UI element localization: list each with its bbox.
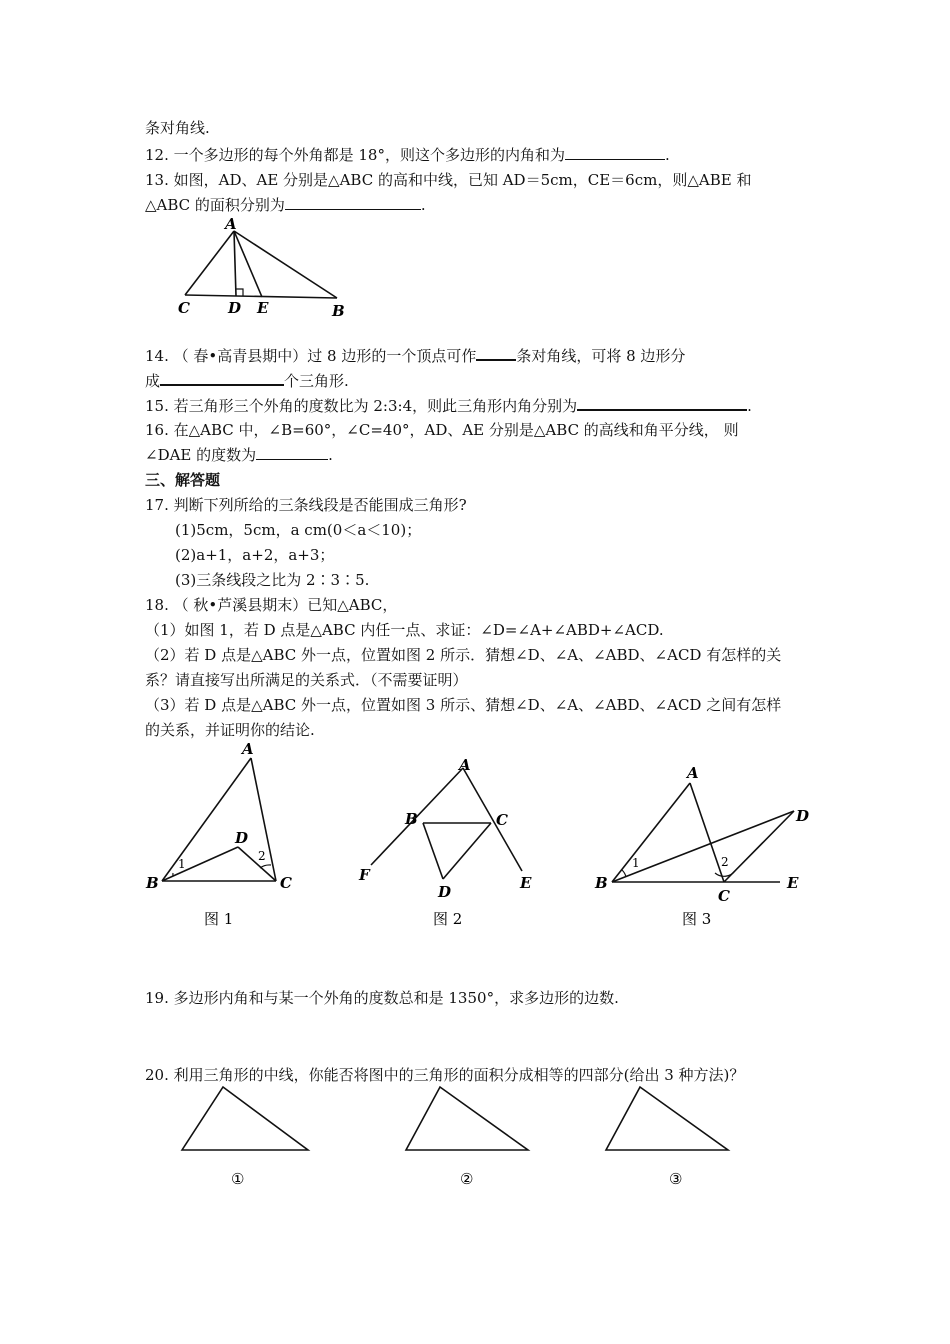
question-16-line1: 16. 在△ABC 中，∠B=60°，∠C=40°，AD、AE 分别是△ABC 的高线和角平分线， 则 <box>145 421 739 439</box>
q20-caption-1: ① <box>231 1170 245 1188</box>
fig3-side-ac <box>690 783 724 882</box>
q13-label-e: E <box>257 299 269 317</box>
question-18: 18. （ 秋•芦溪县期末）已知△ABC， <box>145 596 398 614</box>
fig3-label-c: C <box>718 887 730 905</box>
answer-blank-16[interactable] <box>256 445 328 460</box>
fig2-label-f: F <box>359 866 370 884</box>
question-14-line2: 成 个三角形. <box>145 372 349 390</box>
fig3-caption: 图 3 <box>682 910 712 928</box>
question-17-part2: (2)a+1，a+2，a+3； <box>175 546 335 564</box>
figure-3 <box>590 740 830 930</box>
q13-side-ab <box>234 231 337 298</box>
question-18-part3-line2: 的关系，并证明你的结论. <box>145 721 315 739</box>
question-19: 19. 多边形内角和与某一个外角的度数总和是 1350°，求多边形的边数. <box>145 989 619 1007</box>
answer-blank-13[interactable] <box>285 195 421 210</box>
q13-triangle-figure <box>170 215 360 320</box>
fig1-angle-mark-2 <box>260 865 271 868</box>
fig1-label-b: B <box>146 874 159 892</box>
q20-triangle-1 <box>182 1087 308 1150</box>
question-18-part1: （1）如图 1，若 D 点是△ABC 内任一点、求证：∠D=∠A+∠ABD+∠ACD. <box>145 621 664 639</box>
q13-label-a: A <box>225 215 237 233</box>
q20-triangles-figure <box>170 1080 750 1190</box>
fig1-angle-label-2: 2 <box>258 849 266 863</box>
answer-blank-14b[interactable] <box>160 370 284 386</box>
question-17: 17. 判断下列所给的三条线段是否能围成三角形? <box>145 496 467 514</box>
fig3-label-b: B <box>595 874 608 892</box>
fig3-label-e: E <box>787 874 799 892</box>
line-continuation: 条对角线. <box>145 119 210 137</box>
fig3-angle-mark-2 <box>715 871 735 876</box>
fig2-label-d: D <box>438 883 452 901</box>
q20-triangle-3 <box>606 1087 728 1150</box>
fig3-angle-label-2: 2 <box>721 855 729 869</box>
fig1-label-d: D <box>235 829 249 847</box>
section-heading-3: 三、解答题 <box>145 471 221 489</box>
q20-caption-2: ② <box>460 1170 474 1188</box>
fig1-label-a: A <box>242 740 254 758</box>
question-15: 15. 若三角形三个外角的度数比为 2:3:4，则此三角形内角分别为 . <box>145 397 752 415</box>
question-16-line2: ∠DAE 的度数为 . <box>145 446 333 464</box>
fig3-label-d: D <box>796 807 810 825</box>
q13-label-d: D <box>228 299 242 317</box>
q13-side-ca <box>185 231 234 295</box>
fig1-caption: 图 1 <box>204 910 234 928</box>
figure-2 <box>345 740 545 930</box>
question-17-part1: (1)5cm，5cm，a cm(0＜a＜10)； <box>175 521 422 539</box>
answer-blank-15[interactable] <box>577 395 747 411</box>
q13-altitude-ad <box>234 231 236 296</box>
question-18-part2-line2: 系？请直接写出所满足的关系式．（不需要证明） <box>145 671 468 689</box>
q20-caption-3: ③ <box>669 1170 683 1188</box>
q13-right-angle-mark <box>236 289 243 296</box>
question-13-line1: 13. 如图，AD、AE 分别是△ABC 的高和中线，已知 AD＝5cm，CE＝6cm，则△ABE 和 <box>145 171 752 189</box>
fig2-label-e: E <box>520 874 532 892</box>
question-14-line1: 14. （ 春•高青县期中）过 8 边形的一个顶点可作 条对角线，可将 8 边形分 <box>145 347 686 365</box>
question-18-part3-line1: （3）若 D 点是△ABC 外一点，位置如图 3 所示、猜想∠D、∠A、∠ABD、∠ACD 之间有怎样 <box>145 696 782 714</box>
fig3-angle-label-1: 1 <box>632 856 640 870</box>
question-13-line2: △ABC 的面积分别为 . <box>145 196 426 214</box>
fig2-segment-cd <box>443 823 491 879</box>
question-12: 12. 一个多边形的每个外角都是 18°，则这个多边形的内角和为 . <box>145 146 670 164</box>
fig1-side-ba <box>162 758 251 881</box>
fig2-ray-ae <box>463 768 522 871</box>
fig2-label-b: B <box>405 810 418 828</box>
fig1-angle-label-1: 1 <box>178 857 186 871</box>
question-20: 20. 利用三角形的中线，你能否将图中的三角形的面积分成相等的四部分(给出 3 种方法)？ <box>145 1066 745 1084</box>
q13-label-b: B <box>332 302 345 320</box>
fig2-segment-bd <box>423 823 443 879</box>
fig2-label-c: C <box>496 811 508 829</box>
question-18-part2-line1: （2）若 D 点是△ABC 外一点，位置如图 2 所示．猜想∠D、∠A、∠ABD、∠ACD 有怎样的关 <box>145 646 782 664</box>
fig1-label-c: C <box>280 874 292 892</box>
answer-blank-12[interactable] <box>565 145 665 160</box>
fig3-angle-mark-1 <box>622 870 626 877</box>
fig2-label-a: A <box>459 756 471 774</box>
fig2-caption: 图 2 <box>433 910 463 928</box>
q13-label-c: C <box>178 299 190 317</box>
question-17-part3: (3)三条线段之比为 2∶3∶5. <box>175 571 370 589</box>
answer-blank-14a[interactable] <box>476 345 516 361</box>
fig3-label-a: A <box>687 764 699 782</box>
q20-triangle-2 <box>406 1087 528 1150</box>
figure-1 <box>140 740 310 930</box>
